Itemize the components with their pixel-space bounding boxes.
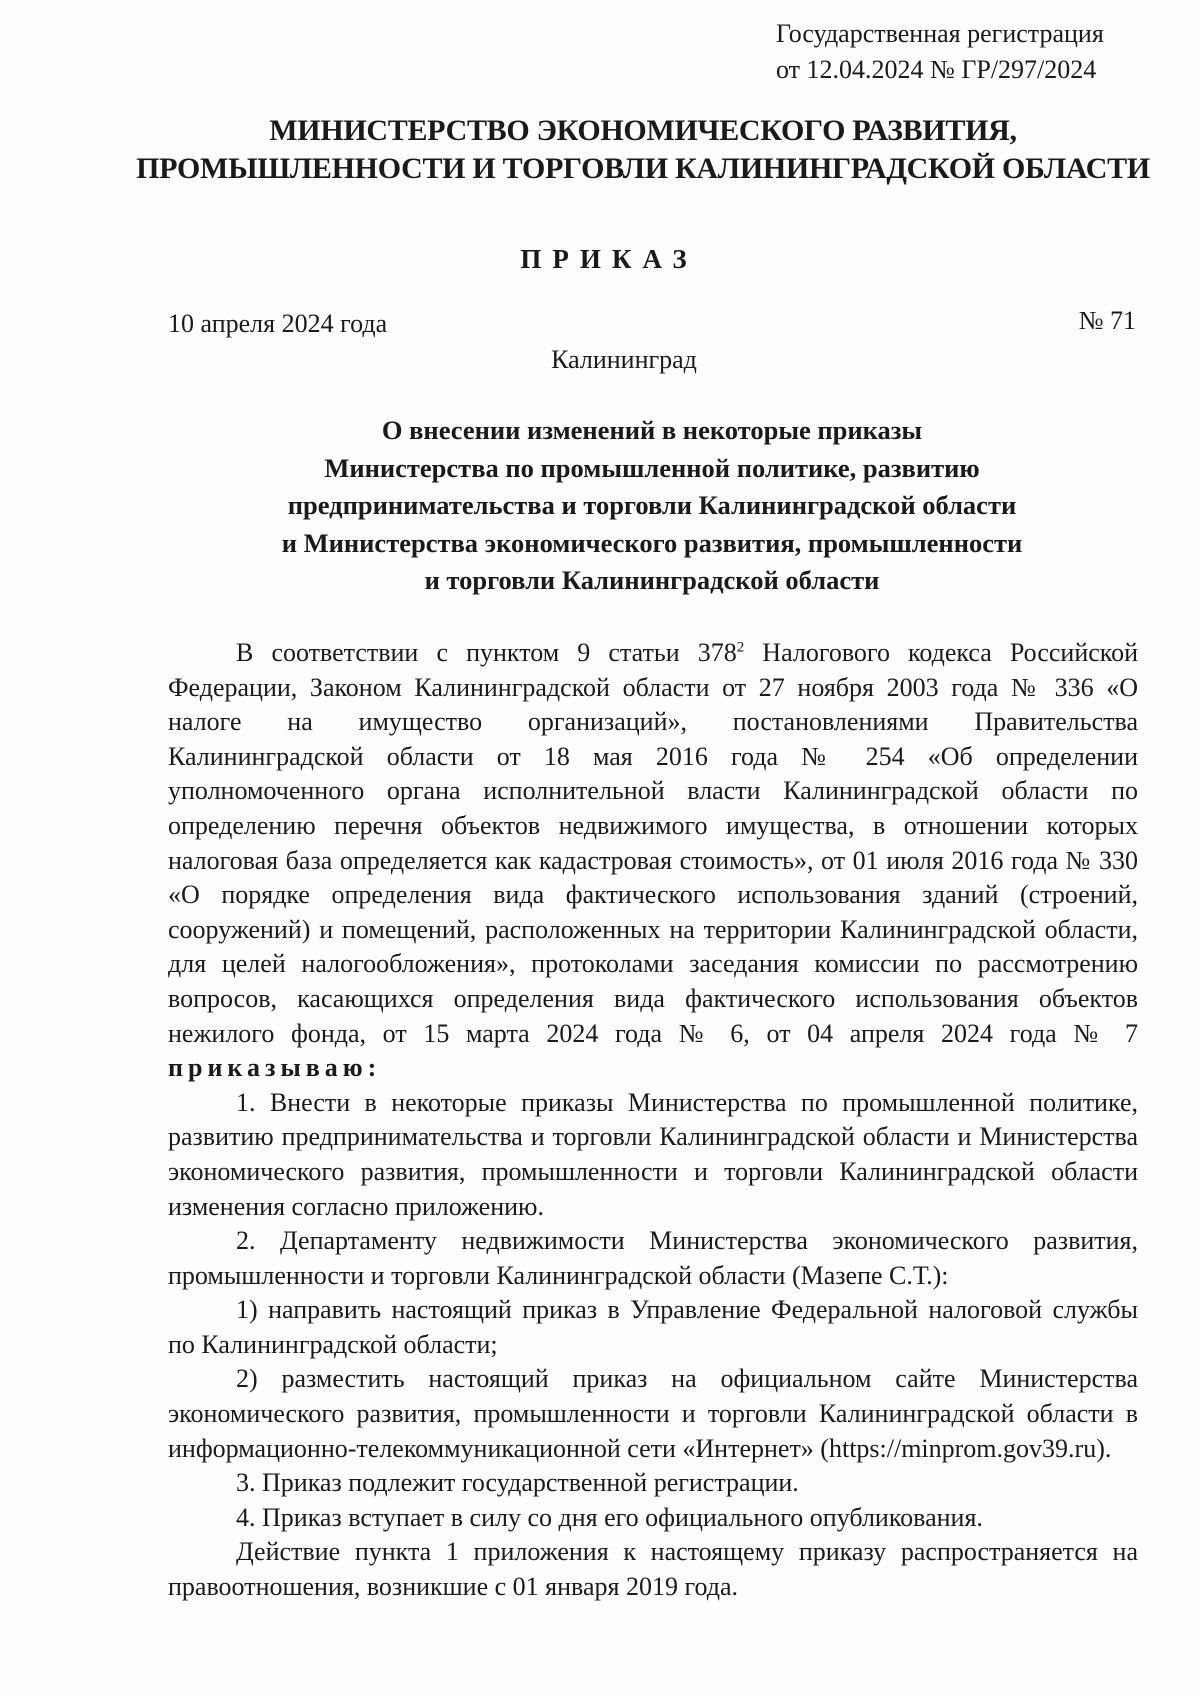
subject-line-2: Министерства по промышленной политике, развитию	[324, 452, 980, 483]
order-title: ПРИКАЗ	[520, 244, 698, 274]
item-1: 1. Внести в некоторые приказы Министерства по промышленной политике, развитию предпринимательства и торговли Калининградской области и Министерства экономического развития, промышленности и торговли Калининградской области изменения согласно приложению.	[168, 1087, 1138, 1221]
item-2-subitem-2: 2) разместить настоящий приказ на официальном сайте Министерства экономического развития, промышленности и торговли Калининградской области в информационно-телекоммуникационной сети «Интернет» (https://minprom.gov39.ru).	[168, 1364, 1138, 1463]
order-date: 10 апреля 2024 года	[168, 309, 388, 338]
preamble-part-1: В соответствии с пунктом 9 статьи 378	[236, 638, 737, 667]
order-subject	[168, 412, 1136, 600]
item-4: 4. Приказ вступает в силу со дня его официального опубликования.	[236, 1502, 983, 1532]
subject-line-1: О внесении изменений в некоторые приказы	[381, 415, 923, 445]
registration-stamp	[776, 16, 1104, 88]
order-number: № 71	[1078, 306, 1136, 335]
item-2: 2. Департаменту недвижимости Министерства экономического развития, промышленности и торговли Калининградской области (Мазепе С.Т.):	[168, 1226, 1138, 1290]
order-city: Калининград	[551, 345, 697, 374]
subject-line-4: и Министерства экономического развития, промышленности	[281, 527, 1023, 558]
subject-line-3: предпринимательства и торговли Калининградской области	[287, 490, 1017, 520]
order-word: приказываю:	[168, 1053, 382, 1083]
ministry-line-1: МИНИСТЕРСТВО ЭКОНОМИЧЕСКОГО РАЗВИТИЯ,	[269, 114, 1017, 147]
item-2-subitem-1: 1) направить настоящий приказ в Управление Федеральной налоговой службы по Калининградской области;	[168, 1295, 1138, 1359]
item-3: 3. Приказ подлежит государственной регистрации.	[236, 1468, 799, 1498]
ministry-line-2: ПРОМЫШЛЕННОСТИ И ТОРГОВЛИ КАЛИНИНГРАДСКОЙ ОБЛАСТИ	[136, 152, 1150, 185]
registration-line-2: от 12.04.2024 № ГР/297/2024	[776, 55, 1097, 84]
registration-line-1: Государственная регистрация	[776, 19, 1104, 48]
item-5: Действие пункта 1 приложения к настоящему приказу распространяется на правоотношения, возникшие с 01 января 2019 года.	[168, 1537, 1138, 1602]
preamble-paragraph	[168, 636, 1138, 1086]
article-superscript: 2	[736, 639, 745, 656]
subject-line-5: и торговли Калининградской области	[424, 565, 880, 595]
order-body	[168, 636, 1138, 1605]
ministry-heading	[120, 112, 1166, 188]
preamble-part-2: Налогового кодекса Российской Федерации, Законом Калининградской области от 27 ноября 2003 года № 336 «О налоге на имущество организаций», постановлениями Правительства Калининградской области от 18 мая 2016 года № 254 «Об определении уполномоченного органа исполнительной власти Калининградской области по определению перечня объектов недвижимого имущества, в отношении которых налоговая база определяется как кадастровая стоимость», от 01 июля 2016 года № 330 «О порядке определения вида фактического использования зданий (строений, сооружений) и помещений, расположенных на территории Калининградской области, для целей налогообложения», протоколами заседания комиссии по рассмотрению вопросов, касающихся определения вида фактического использования объектов нежилого фонда, от 15 марта 2024 года № 6, от 04 апреля 2024 года № 7	[168, 638, 1138, 1048]
